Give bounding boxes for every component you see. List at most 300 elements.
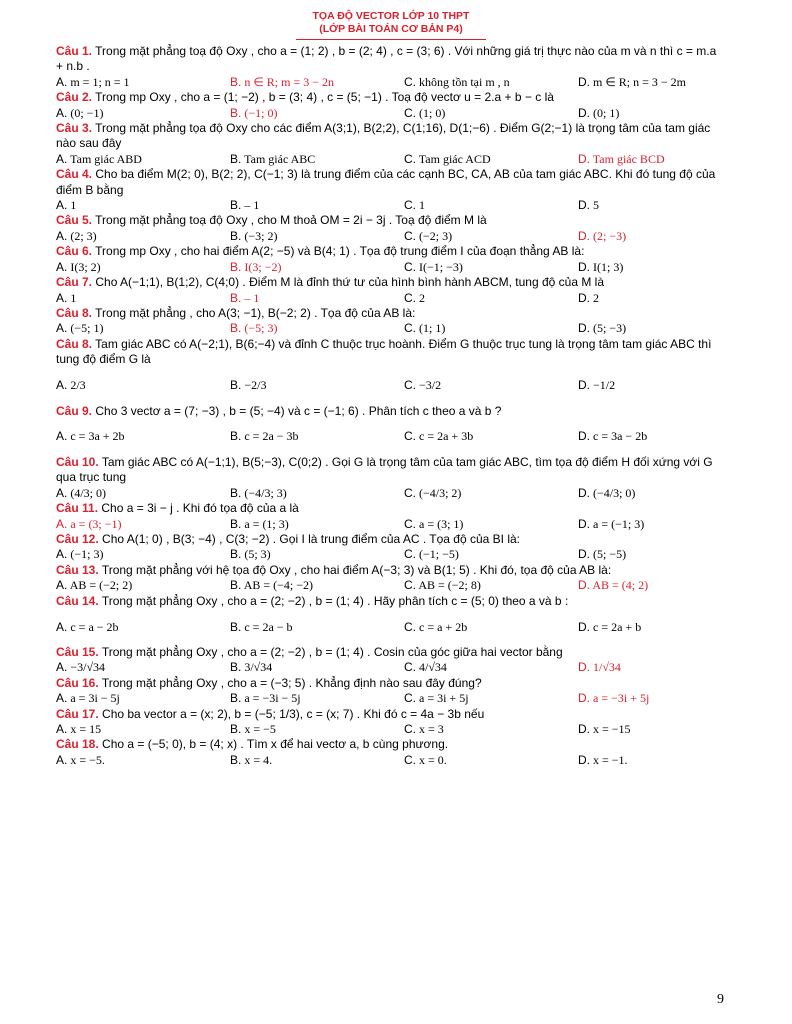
option-letter: D. [578, 619, 590, 634]
option-value: c = 2a + 3b [419, 429, 474, 444]
option-value: I(3; 2) [70, 259, 101, 274]
option-value: (5; −5) [593, 547, 627, 562]
option-value: (−3; 2) [244, 228, 278, 243]
answer-option [404, 321, 578, 336]
question-body: Tam giác ABC có A(−1;1), B(5;−3), C(0;2) . Gọi G là trọng tâm của tam giác ABC, tìm tọa độ điểm H đối xứng với G qua trục tung [56, 454, 713, 485]
option-value: x = −5. [70, 752, 105, 767]
option-letter: B. [230, 378, 242, 393]
question-body: Trong mp Oxy , cho hai điểm A(2; −5) và B(4; 1) . Tọa độ trung điểm I của đoạn thẳng AB là: [95, 244, 585, 259]
option-letter: A. [56, 105, 68, 120]
answer-option [56, 75, 230, 90]
option-value: (1; 1) [419, 321, 446, 336]
answer-option [404, 429, 578, 444]
option-letter: D. [578, 485, 590, 500]
option-letter: A. [56, 198, 68, 213]
answer-option [56, 753, 230, 768]
answer-option [578, 547, 626, 562]
answer-option [230, 578, 404, 593]
answer-option [404, 260, 578, 275]
option-letter: B. [230, 151, 242, 166]
question-body: Trong mặt phẳng Oxy , cho a = (2; −2) , b = (1; 4) . Hãy phân tích c = (5; 0) theo a và b : [101, 593, 569, 608]
option-letter: A. [56, 321, 68, 336]
question-label: Câu 14. [56, 593, 99, 608]
question-body: Tam giác ABC có A(−2;1), B(6;−4) và đỉnh C thuộc trục hoành. Điểm G thuộc trục tung là trọng tâm tam giác ABC thì tung độ điểm G là [56, 336, 712, 367]
question-body: Trong mặt phẳng với hệ tọa độ Oxy , cho hai điểm A(−3; 3) và B(1; 5) . Khi đó, tọa độ của AB là: [101, 562, 612, 577]
option-value: 3/√34 [244, 660, 273, 675]
option-letter: B. [230, 74, 242, 89]
question-label: Câu 8. [56, 305, 93, 320]
answer-option [230, 198, 404, 213]
question-body: Cho A(1; 0) , B(3; −4) , C(3; −2) . Gọi I là trung điểm của AC . Tọa độ của BI là: [102, 531, 521, 546]
question-body: Trong mặt phẳng toạ độ Oxy , cho M thoả OM = 2i − 3j . Toạ độ điểm M là [95, 213, 487, 228]
answer-option [578, 198, 599, 213]
answer-option [56, 486, 230, 501]
answer-options [56, 419, 726, 455]
question-text [56, 501, 726, 516]
option-letter: D. [578, 722, 590, 737]
option-value: I(1; 3) [593, 259, 624, 274]
option-value: không tồn tại m , n [419, 74, 510, 89]
option-value: (5; −3) [593, 321, 627, 336]
title-divider [296, 39, 486, 40]
answer-option [56, 152, 230, 167]
answer-option [578, 660, 621, 675]
answer-option [230, 321, 404, 336]
question-text [56, 306, 726, 321]
option-letter: B. [230, 619, 242, 634]
option-letter: D. [578, 752, 590, 767]
option-value: m ∈ R; n = 3 − 2m [593, 74, 686, 89]
answer-option [578, 260, 623, 275]
option-value: −1/2 [593, 378, 616, 393]
option-letter: D. [578, 660, 590, 675]
option-value: a = (3; 1) [419, 516, 464, 531]
answer-option [404, 620, 578, 635]
answer-options [56, 152, 726, 167]
option-value: (−1; 3) [70, 547, 104, 562]
answer-options [56, 609, 726, 645]
option-value: (0; 1) [593, 105, 620, 120]
answer-options [56, 106, 726, 121]
option-letter: C. [404, 105, 416, 120]
option-value: Tam giác BCD [592, 151, 665, 166]
answer-option [404, 578, 578, 593]
option-value: (−2; 3) [419, 228, 453, 243]
option-letter: D. [578, 378, 590, 393]
question-text [56, 737, 726, 752]
option-value: – 1 [244, 198, 260, 213]
option-value: Tam giác ABC [244, 151, 316, 166]
answer-option [578, 578, 648, 593]
answer-option [230, 429, 404, 444]
option-letter: A. [56, 722, 68, 737]
option-letter: D. [578, 198, 590, 213]
answer-option [230, 152, 404, 167]
answer-option [56, 291, 230, 306]
option-value: c = 3a − 2b [593, 429, 648, 444]
question-label: Câu 1. [56, 44, 93, 58]
question-body: Cho A(−1;1), B(1;2), C(4;0) . Điểm M là đỉnh thứ tư của hình bình hành ABCM, tung độ của M là [95, 275, 605, 290]
question-text [56, 645, 726, 660]
question-text [56, 676, 726, 691]
option-value: (5; 3) [244, 547, 271, 562]
option-value: 1 [419, 198, 425, 213]
option-letter: B. [230, 105, 242, 120]
answer-options [56, 517, 726, 532]
answer-option [578, 378, 615, 393]
option-letter: C. [404, 378, 416, 393]
answer-option [578, 229, 626, 244]
answer-option [230, 722, 404, 737]
option-value: x = 3 [419, 722, 444, 737]
option-value: −3/2 [419, 378, 442, 393]
answer-option [56, 722, 230, 737]
answer-option [56, 429, 230, 444]
answer-option [230, 620, 404, 635]
option-value: x = −5 [244, 722, 276, 737]
option-value: I(3; −2) [244, 259, 282, 274]
answer-option [230, 378, 404, 393]
option-value: c = 3a + 2b [70, 429, 125, 444]
option-value: (−4/3; 3) [244, 485, 287, 500]
answer-option [578, 429, 647, 444]
option-letter: B. [230, 578, 242, 593]
option-value: (0; −1) [70, 105, 104, 120]
answer-option [230, 106, 404, 121]
option-letter: D. [578, 516, 590, 531]
answer-options [56, 229, 726, 244]
option-letter: A. [56, 547, 68, 562]
option-value: 1 [70, 290, 77, 305]
question-list [56, 44, 726, 768]
option-letter: C. [404, 660, 416, 675]
answer-options [56, 691, 726, 706]
option-letter: B. [230, 722, 242, 737]
question-text [56, 563, 726, 578]
option-value: c = a + 2b [419, 619, 468, 634]
option-value: a = 3i + 5j [419, 691, 469, 706]
option-letter: A. [56, 151, 68, 166]
option-letter: D. [578, 259, 590, 274]
option-letter: A. [56, 378, 68, 393]
option-letter: B. [230, 429, 242, 444]
question-text [56, 244, 726, 259]
answer-option [56, 321, 230, 336]
answer-option [56, 660, 230, 675]
answer-option [56, 691, 230, 706]
answer-options [56, 291, 726, 306]
question-text [56, 213, 726, 228]
option-value: a = (3; −1) [70, 516, 122, 531]
option-letter: C. [404, 516, 416, 531]
question-body: Trong mp Oxy , cho a = (1; −2) , b = (3; 4) , c = (5; −1) . Toạ độ vectơ u = 2.a + b − c là [95, 90, 554, 105]
answer-option [578, 152, 665, 167]
option-value: Tam giác ACD [418, 151, 491, 166]
option-value: (2; 3) [70, 228, 97, 243]
answer-option [230, 547, 404, 562]
question-body: Trong mặt phẳng tọa độ Oxy cho các điểm A(3;1), B(2;2), C(1;16), D(1;−6) . Điểm G(2;−1) là trọng tâm của tam giác nào sau đây [56, 121, 711, 151]
option-value: x = −15 [593, 722, 631, 737]
option-value: (2; −3) [593, 228, 627, 243]
question-text [56, 455, 726, 486]
option-value: x = 0. [419, 752, 447, 767]
option-letter: C. [404, 578, 416, 593]
option-letter: C. [404, 722, 416, 737]
option-letter: B. [230, 660, 242, 675]
option-letter: C. [404, 752, 416, 767]
answer-option [404, 517, 578, 532]
option-value: c = 2a − b [244, 619, 293, 634]
option-value: x = 4. [244, 752, 273, 767]
answer-option [56, 378, 230, 393]
answer-option [404, 753, 578, 768]
option-letter: D. [578, 547, 590, 562]
answer-option [230, 229, 404, 244]
answer-options [56, 260, 726, 275]
option-value: (4/3; 0) [70, 485, 107, 500]
question-text [56, 404, 726, 419]
option-value: 4/√34 [419, 660, 447, 675]
option-letter: B. [230, 516, 242, 531]
answer-options [56, 198, 726, 213]
option-letter: C. [404, 290, 416, 305]
answer-option [578, 722, 631, 737]
question-body: Cho ba vector a = (x; 2), b = (−5; 1/3), c = (x; 7) . Khi đó c = 4a − 3b nếu [102, 706, 485, 721]
answer-option [230, 753, 404, 768]
question-body: Trong mặt phẳng , cho A(3; −1), B(−2; 2) . Tọa độ của AB là: [95, 305, 416, 320]
answer-options [56, 75, 726, 90]
option-value: (−1; −5) [419, 547, 459, 562]
answer-option [404, 229, 578, 244]
option-value: a = −3i − 5j [244, 691, 301, 706]
option-letter: C. [404, 429, 416, 444]
answer-options [56, 660, 726, 675]
answer-option [230, 260, 404, 275]
option-value: a = 3i − 5j [70, 691, 120, 706]
answer-options [56, 753, 726, 768]
option-letter: D. [578, 429, 590, 444]
answer-option [230, 291, 404, 306]
option-value: m = 1; n = 1 [70, 74, 130, 89]
option-letter: A. [56, 228, 68, 243]
answer-option [230, 517, 404, 532]
question-body: Cho ba điểm M(2; 0), B(2; 2), C(−1; 3) là trung điểm của các cạnh BC, CA, AB của tam giác ABC. Khi đó tung độ của điểm B bằng [56, 167, 716, 197]
answer-option [578, 691, 649, 706]
option-letter: B. [230, 752, 242, 767]
answer-option [578, 321, 626, 336]
answer-option [404, 660, 578, 675]
answer-option [230, 660, 404, 675]
question-label: Câu 10. [56, 454, 99, 469]
answer-option [404, 152, 578, 167]
question-label: Câu 12. [56, 531, 99, 546]
option-letter: D. [578, 228, 590, 243]
answer-options [56, 722, 726, 737]
option-value: 1 [70, 198, 77, 213]
option-value: (−1; 0) [244, 105, 278, 120]
question-label: Câu 15. [56, 645, 99, 659]
option-value: c = a − 2b [70, 619, 119, 634]
answer-option [578, 620, 641, 635]
option-value: a = (1; 3) [244, 516, 289, 531]
answer-option [56, 578, 230, 593]
answer-option [56, 198, 230, 213]
option-letter: B. [230, 691, 242, 706]
option-value: AB = (4; 2) [592, 578, 649, 593]
option-value: (−5; 1) [70, 321, 104, 336]
answer-option [578, 75, 686, 90]
answer-options [56, 368, 726, 404]
question-label: Câu 4. [56, 167, 93, 182]
answer-options [56, 578, 726, 593]
question-label: Câu 13. [56, 562, 99, 577]
option-letter: C. [404, 619, 416, 634]
question-body: Cho 3 vectơ a = (7; −3) , b = (5; −4) và c = (−1; 6) . Phân tích c theo a và b ? [95, 403, 502, 418]
answer-option [56, 260, 230, 275]
option-letter: A. [56, 578, 68, 593]
option-value: – 1 [244, 290, 260, 305]
option-letter: D. [578, 290, 590, 305]
option-letter: A. [56, 516, 68, 531]
option-letter: A. [56, 290, 68, 305]
question-label: Câu 17. [56, 706, 99, 721]
option-letter: B. [230, 198, 242, 213]
option-value: c = 2a + b [593, 619, 642, 634]
answer-option [404, 198, 578, 213]
option-value: −3/√34 [70, 660, 106, 675]
option-value: AB = (−4; −2) [243, 578, 313, 593]
option-value: (1; 0) [419, 105, 446, 120]
question-label: Câu 6. [56, 244, 93, 259]
option-letter: C. [404, 198, 416, 213]
answer-option [404, 75, 578, 90]
answer-option [56, 229, 230, 244]
answer-option [404, 691, 578, 706]
question-label: Câu 18. [56, 737, 99, 752]
answer-option [56, 620, 230, 635]
answer-option [404, 486, 578, 501]
option-value: n ∈ R; m = 3 − 2n [244, 74, 335, 89]
answer-options [56, 486, 726, 501]
option-value: x = −1. [593, 752, 628, 767]
option-letter: C. [404, 259, 416, 274]
answer-option [56, 547, 230, 562]
option-letter: B. [230, 259, 242, 274]
answer-option [404, 291, 578, 306]
answer-option [404, 547, 578, 562]
question-text [56, 707, 726, 722]
answer-option [578, 106, 619, 121]
option-value: AB = (−2; 2) [69, 578, 133, 593]
question-text [56, 275, 726, 290]
option-letter: B. [230, 485, 242, 500]
answer-option [56, 106, 230, 121]
question-label: Câu 5. [56, 213, 93, 228]
question-label: Câu 8. [56, 336, 93, 351]
option-value: 2 [593, 290, 599, 305]
question-label: Câu 2. [56, 90, 93, 105]
option-value: AB = (−2; 8) [418, 578, 481, 593]
option-value: a = (−1; 3) [593, 516, 645, 531]
answer-option [230, 691, 404, 706]
answer-option [404, 722, 578, 737]
page-subtitle: (LỚP BÀI TOÁN CƠ BẢN P4) [319, 23, 463, 35]
answer-option [578, 517, 644, 532]
option-letter: B. [230, 228, 242, 243]
answer-option [578, 291, 599, 306]
option-value: 2/3 [70, 378, 86, 393]
question-text [56, 44, 726, 75]
option-value: c = 2a − 3b [244, 429, 299, 444]
option-letter: D. [578, 105, 590, 120]
question-label: Câu 9. [56, 403, 93, 418]
option-letter: C. [404, 691, 416, 706]
option-letter: C. [404, 485, 416, 500]
question-text [56, 121, 726, 152]
option-letter: A. [56, 74, 68, 89]
option-value: 5 [593, 198, 599, 213]
question-body: Trong mặt phẳng Oxy , cho a = (−3; 5) . Khẳng định nào sau đây đúng? [101, 675, 482, 690]
question-label: Câu 16. [56, 675, 99, 690]
option-value: Tam giác ABD [70, 151, 142, 166]
answer-option [578, 486, 635, 501]
option-letter: D. [578, 578, 590, 593]
option-letter: C. [404, 228, 416, 243]
option-value: 1/√34 [593, 660, 621, 675]
option-letter: D. [578, 74, 590, 89]
option-letter: C. [404, 547, 416, 562]
question-body: Cho a = 3i − j . Khi đó tọa độ của a là [101, 501, 299, 516]
option-letter: D. [578, 321, 590, 336]
question-text [56, 337, 726, 368]
question-text [56, 90, 726, 105]
question-label: Câu 3. [56, 121, 93, 136]
option-letter: C. [404, 74, 416, 89]
option-letter: A. [56, 691, 68, 706]
option-letter: A. [56, 660, 68, 675]
answer-option [404, 106, 578, 121]
answer-option [230, 486, 404, 501]
question-body: Trong mặt phẳng Oxy , cho a = (2; −2) , b = (1; 4) . Cosin của góc giữa hai vector bằng [101, 645, 563, 659]
option-letter: B. [230, 290, 242, 305]
question-label: Câu 11. [56, 501, 99, 516]
answer-options [56, 321, 726, 336]
question-body: Trong mặt phẳng toạ độ Oxy , cho a = (1; 2) , b = (2; 4) , c = (3; 6) . Với những giá trị thực nào của m và n thì c = m.a + n.b . [56, 44, 717, 74]
option-value: −2/3 [244, 378, 267, 393]
option-value: (−4/3; 2) [419, 485, 462, 500]
option-letter: B. [230, 547, 242, 562]
option-value: I(−1; −3) [419, 259, 463, 274]
option-letter: C. [404, 151, 416, 166]
question-label: Câu 7. [56, 275, 93, 290]
option-letter: B. [230, 321, 242, 336]
question-text [56, 532, 726, 547]
answer-option [578, 753, 628, 768]
worksheet-page [56, 10, 726, 768]
answer-option [404, 378, 578, 393]
option-letter: A. [56, 429, 68, 444]
option-value: (−5; 3) [244, 321, 278, 336]
page-number: 9 [717, 992, 724, 1007]
option-letter: A. [56, 752, 68, 767]
option-letter: A. [56, 485, 68, 500]
option-letter: D. [578, 691, 590, 706]
option-letter: C. [404, 321, 416, 336]
answer-option [230, 75, 404, 90]
answer-option [56, 517, 230, 532]
option-letter: D. [578, 151, 590, 166]
question-text [56, 594, 726, 609]
